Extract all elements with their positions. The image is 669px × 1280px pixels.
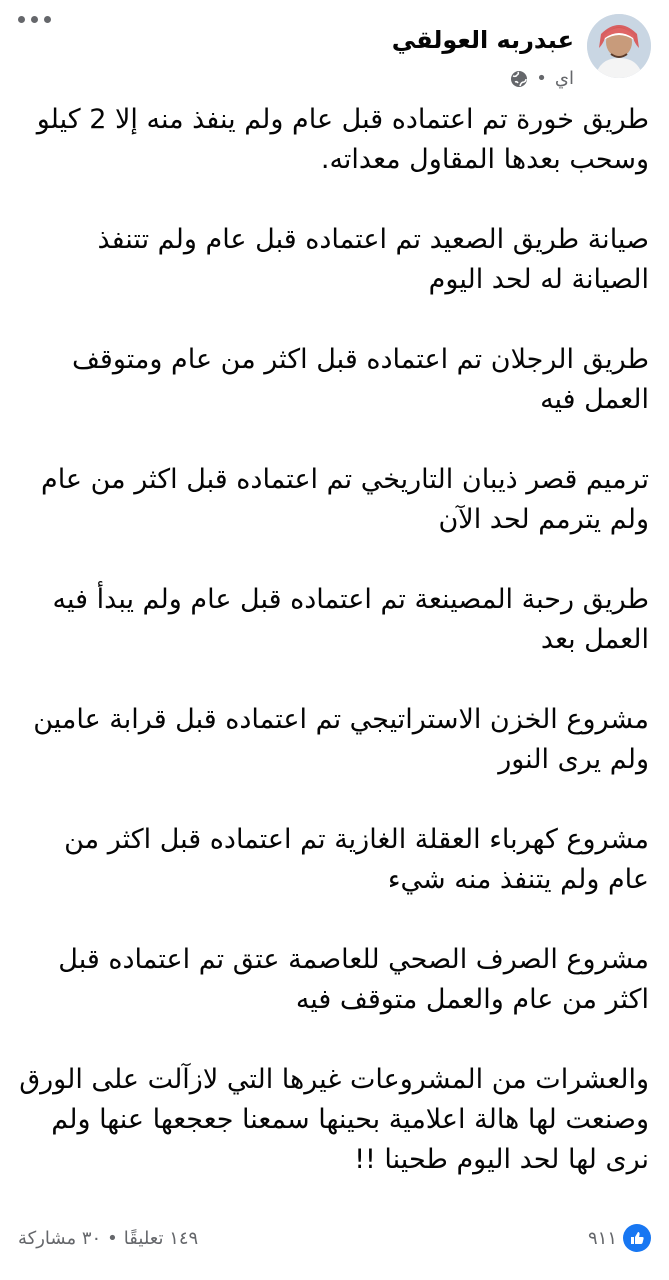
post-paragraph: مشروع كهرباء العقلة الغازية تم اعتماده قبل اكثر من عام ولم يتنفذ منه شيء: [64, 824, 649, 895]
post-paragraph: مشروع الصرف الصحي للعاصمة عتق تم اعتماده قبل اكثر من عام والعمل متوقف فيه: [58, 944, 649, 1015]
reaction-count: ٩١١: [587, 1227, 617, 1249]
more-dot-icon: [44, 16, 51, 23]
profile-photo: [587, 14, 651, 78]
post-paragraph: ترميم قصر ذيبان التاريخي تم اعتماده قبل اكثر من عام ولم يترمم لحد الآن: [40, 464, 649, 535]
post-paragraph: مشروع الخزن الاستراتيجي تم اعتماده قبل قرابة عامين ولم يرى النور: [33, 704, 649, 775]
author-name[interactable]: عبدربه العولقي: [391, 26, 574, 54]
post-paragraph: طريق خورة تم اعتماده قبل عام ولم ينفذ منه إلا 2 كيلو وسحب بعدها المقاول معداته.: [36, 104, 649, 175]
post-text: [19, 100, 649, 1220]
post-header: [0, 0, 669, 100]
meta-separator: •: [536, 68, 547, 89]
engagement-counts: [18, 1228, 198, 1249]
counts-separator: •: [107, 1228, 118, 1249]
post-paragraph: طريق الرجلان تم اعتماده قبل اكثر من عام ومتوقف العمل فيه: [71, 344, 649, 415]
post-footer: [0, 1218, 669, 1268]
post-paragraph: طريق رحبة المصينعة تم اعتماده قبل عام ولم يبدأ فيه العمل بعد: [52, 584, 649, 655]
more-options-button[interactable]: [18, 16, 51, 23]
post-meta: [510, 68, 574, 89]
avatar[interactable]: [587, 14, 651, 78]
post-paragraph: والعشرات من المشروعات غيرها التي لازآلت على الورق وصنعت لها هالة اعلامية بحينها سمعنا جعجعها عنها ولم نرى لها لحد اليوم طحينا !!: [19, 1064, 649, 1175]
comments-count[interactable]: ١٤٩ تعليقًا: [123, 1228, 199, 1249]
more-dot-icon: [18, 16, 25, 23]
post-paragraph: صيانة طريق الصعيد تم اعتماده قبل عام ولم تتنفذ الصيانة له لحد اليوم: [97, 224, 649, 295]
globe-icon: [510, 70, 528, 88]
shares-count[interactable]: ٣٠ مشاركة: [18, 1228, 102, 1249]
timestamp[interactable]: اي: [554, 68, 574, 89]
reactions-summary[interactable]: [588, 1224, 651, 1252]
more-dot-icon: [31, 16, 38, 23]
like-icon: [623, 1224, 651, 1252]
